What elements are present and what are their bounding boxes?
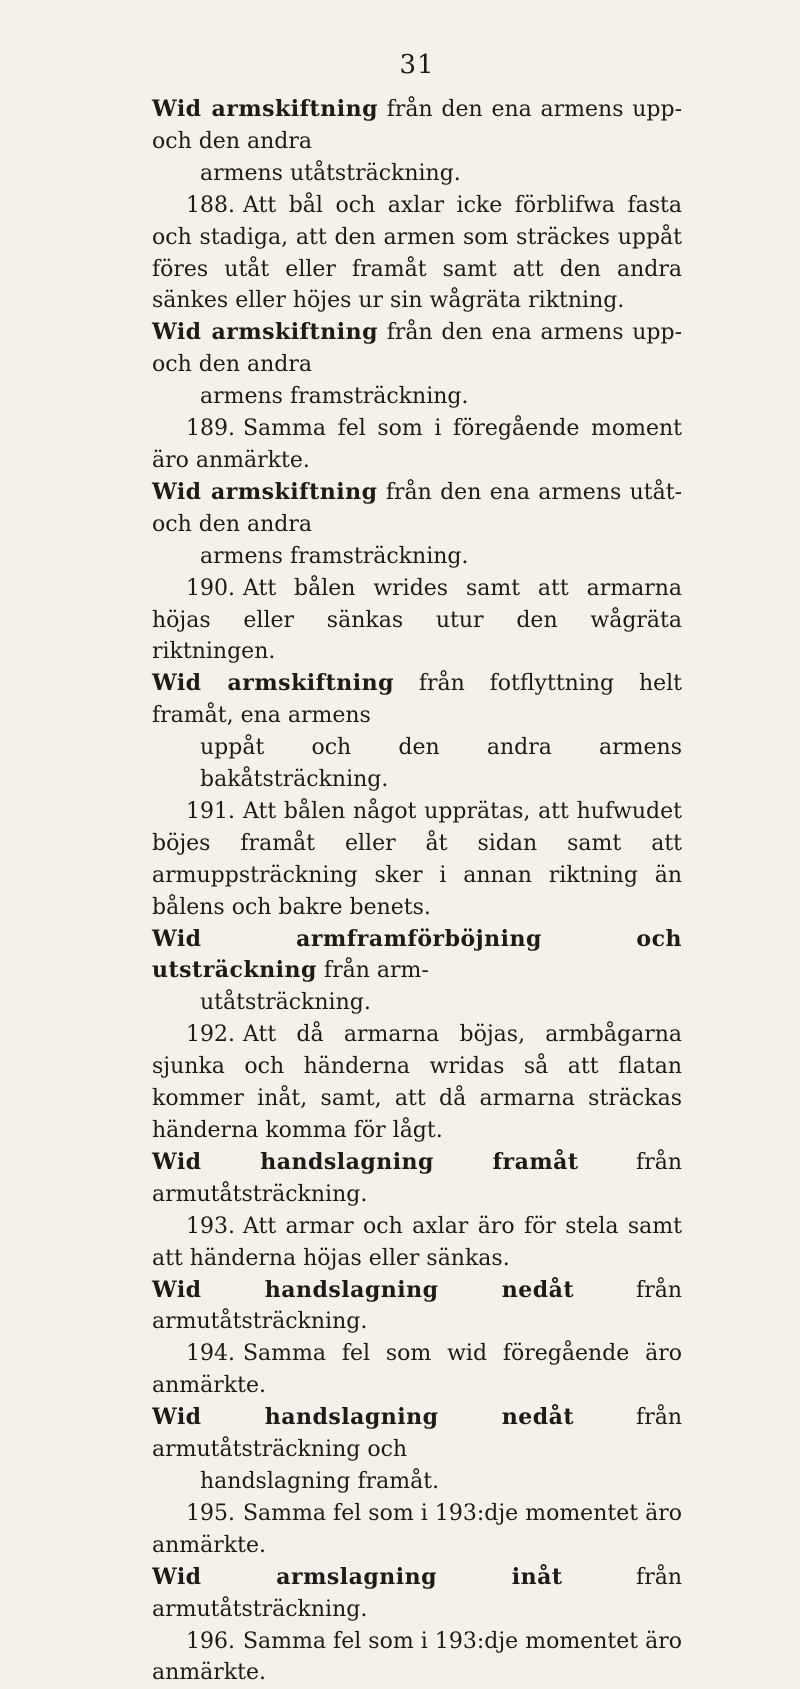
heading-continuation: armens utåtsträckning. [152, 158, 682, 190]
paragraph-text: Att bål och axlar icke förblifwa fasta och stadiga, att den armen som sträckes uppåt föres utåt eller framåt samt att den andra sänkes eller höjes ur sin wågräta riktning. [152, 193, 682, 314]
heading-text: från den ena armens upp- och den andra [152, 320, 682, 377]
heading-lead: Wid armskiftning [152, 670, 394, 696]
heading-text: från fotflyttning helt framåt, ena armens [152, 671, 682, 728]
paragraph-number: 191. [186, 799, 235, 824]
heading-text: från armutåtsträckning. [152, 1278, 682, 1335]
heading-lead: Wid handslagning framåt [152, 1149, 579, 1175]
heading-lead: Wid handslagning nedåt [152, 1277, 574, 1303]
section-heading [152, 1275, 682, 1339]
paragraph-number: 195. [186, 1501, 235, 1526]
section-heading [152, 924, 682, 1020]
numbered-paragraph [152, 796, 682, 924]
heading-continuation: armens framsträckning. [152, 541, 682, 573]
numbered-paragraph [152, 413, 682, 477]
section-heading [152, 1562, 682, 1626]
paragraph-text: Samma fel som i 193:dje momentet äro anmärkte. [152, 1629, 682, 1686]
paragraph-text: Att då armarna böjas, armbågarna sjunka och händerna wridas så att flatan kommer inåt, samt, att då armarna sträckas händerna komma för lågt. [152, 1022, 682, 1143]
section-heading [152, 477, 682, 573]
heading-text: från armutåtsträckning. [152, 1150, 682, 1207]
paragraph-number: 196. [186, 1629, 235, 1654]
paragraph-number: 193. [186, 1214, 235, 1239]
heading-lead: Wid armskiftning [152, 319, 378, 345]
heading-lead: Wid armskiftning [152, 96, 378, 122]
section-heading [152, 94, 682, 190]
paragraph-text: Samma fel som i 193:dje momentet äro anmärkte. [152, 1501, 682, 1558]
paragraph-text: Att armar och axlar äro för stela samt att händerna höjas eller sänkas. [152, 1214, 682, 1271]
paragraph-number: 190. [186, 576, 235, 601]
section-heading [152, 1402, 682, 1498]
numbered-paragraph [152, 1338, 682, 1402]
heading-text: från armutåtsträckning och [152, 1405, 682, 1462]
heading-lead: Wid armslagning inåt [152, 1564, 563, 1590]
numbered-paragraph [152, 1498, 682, 1562]
heading-text: från armutåtsträckning. [152, 1565, 682, 1622]
page-body [152, 94, 682, 1689]
heading-continuation: utåtsträckning. [152, 987, 682, 1019]
heading-lead: Wid armframförböjning och utsträckning [152, 926, 682, 984]
heading-continuation: uppåt och den andra armens bakåtsträckning. [152, 732, 682, 796]
section-heading [152, 317, 682, 413]
numbered-paragraph [152, 190, 682, 318]
paragraph-number: 188. [186, 193, 235, 218]
section-heading [152, 1147, 682, 1211]
numbered-paragraph [152, 1626, 682, 1689]
numbered-paragraph [152, 1019, 682, 1147]
paragraph-text: Att bålen något upprätas, att hufwudet böjes framåt eller åt sidan samt att armuppsträckning sker i annan riktning än bålens och bakre benets. [152, 799, 682, 920]
heading-continuation: armens framsträckning. [152, 381, 682, 413]
heading-text: från den ena armens upp- och den andra [152, 97, 682, 154]
page-number: 31 [152, 50, 682, 80]
paragraph-number: 192. [186, 1022, 235, 1047]
heading-lead: Wid armskiftning [152, 479, 378, 505]
numbered-paragraph [152, 1211, 682, 1275]
paragraph-number: 194. [186, 1341, 235, 1366]
heading-lead: Wid handslagning nedåt [152, 1404, 574, 1430]
heading-continuation: handslagning framåt. [152, 1466, 682, 1498]
heading-text: från den ena armens utåt- och den andra [152, 480, 682, 537]
paragraph-text: Att bålen wrides samt att armarna höjas eller sänkas utur den wågräta riktningen. [152, 576, 682, 665]
heading-text: från arm- [324, 958, 429, 983]
paragraph-text: Samma fel som i föregående moment äro anmärkte. [152, 416, 682, 473]
numbered-paragraph [152, 573, 682, 669]
paragraph-number: 189. [186, 416, 235, 441]
section-heading [152, 668, 682, 796]
paragraph-text: Samma fel som wid föregående äro anmärkte. [152, 1341, 682, 1398]
